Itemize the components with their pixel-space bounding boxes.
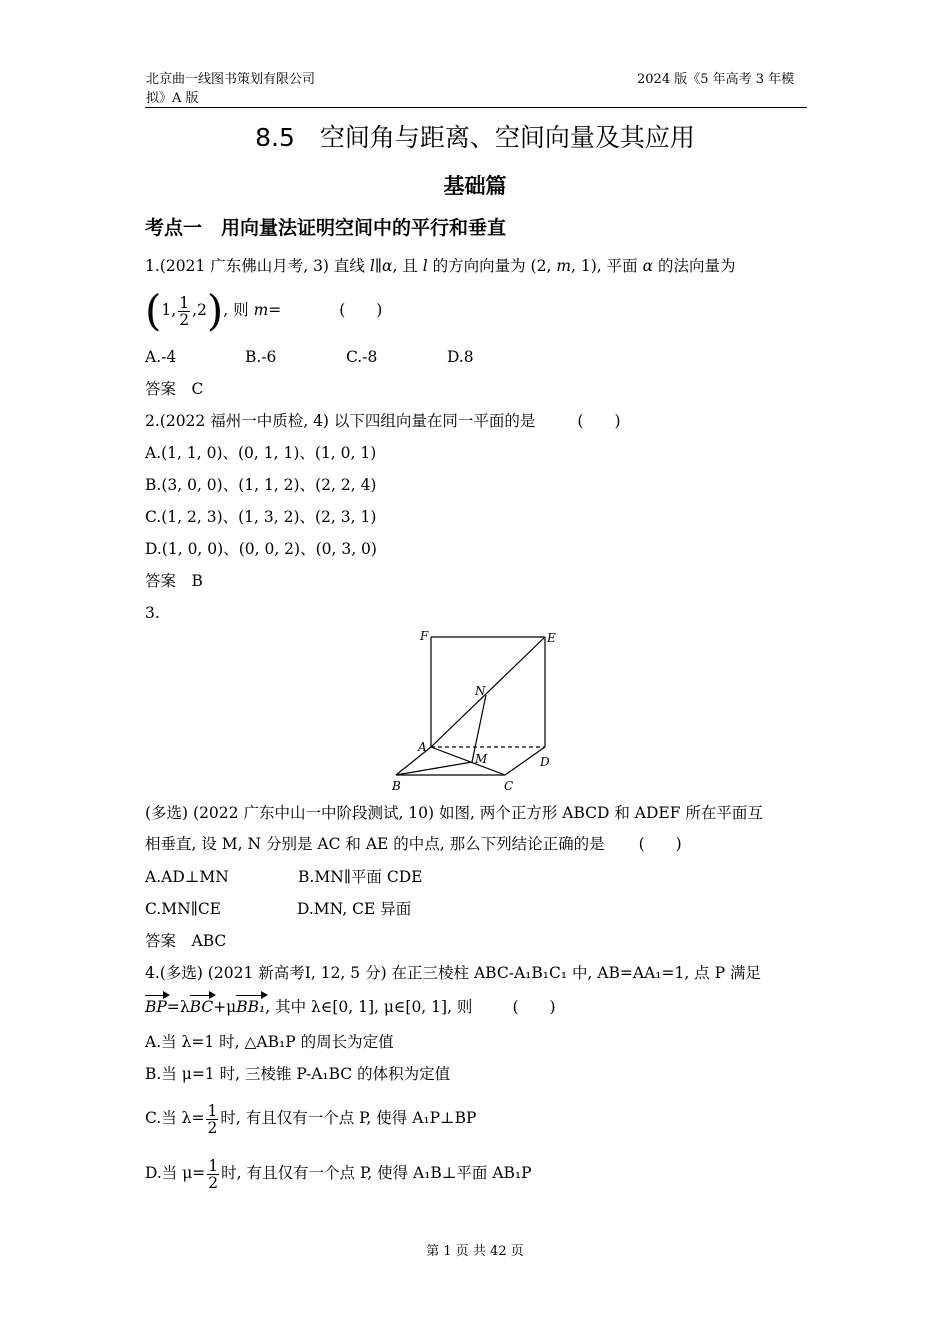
- q3-option-a: A.AD⊥MN: [145, 868, 229, 886]
- q4-blank: ( ): [512, 998, 556, 1016]
- label-E: E: [547, 631, 556, 645]
- q1-option-d: D.8: [447, 348, 474, 366]
- q3-answer: 答案 ABC: [145, 932, 227, 950]
- q3-blank: ( ): [638, 835, 682, 853]
- page-footer: 第 1 页 共 42 页: [426, 1244, 524, 1259]
- header-right: [637, 70, 807, 89]
- q4-stem-line1: 4.(多选) (2021 新高考Ⅰ, 12, 5 分) 在正三棱柱 ABC-A₁B₁C₁ 中, AB=AA₁=1, 点 P 满足: [145, 964, 761, 982]
- q2-option-a: A.(1, 1, 0)、(0, 1, 1)、(1, 0, 1): [145, 444, 377, 462]
- header-publisher-cont: 拟》A 版: [146, 91, 199, 106]
- header-publisher: 北京曲一线图书策划有限公司: [146, 72, 316, 87]
- q3-stem-line1: (多选) (2022 广东中山一中阶段测试, 10) 如图, 两个正方形 ABCD 和 ADEF 所在平面互: [145, 804, 763, 822]
- q1-options: [145, 346, 474, 368]
- q4-stem-line2: BP=λBC+μBB₁, 其中 λ∈[0, 1], μ∈[0, 1], 则 ( ): [145, 998, 556, 1016]
- q1-answer: 答案 C: [145, 380, 204, 398]
- q2-stem: 2.(2022 福州一中质检, 4) 以下四组向量在同一平面的是 ( ): [145, 412, 621, 430]
- q4-option-b: B.当 μ=1 时, 三棱锥 P-A₁BC 的体积为定值: [145, 1065, 451, 1083]
- q1-option-b: B.-6: [245, 348, 277, 366]
- q1-option-a: A.-4: [145, 348, 177, 366]
- q3-option-c: C.MN∥CE: [145, 900, 222, 918]
- edge-BM: [396, 762, 472, 775]
- edge-AE: [431, 637, 545, 747]
- q1-option-c: C.-8: [346, 348, 378, 366]
- q3-option-b: B.MN∥平面 CDE: [298, 868, 423, 886]
- q4-option-d: D.当 μ= $\frac{1}{2}$ 时, 有且仅有一个点 P, 使得 A₁B⊥平面 AB₁P: [145, 1156, 532, 1192]
- q3-options-row1: [145, 866, 422, 888]
- q4-option-d-fraction: $\frac{1}{2}$: [208, 1156, 219, 1192]
- label-A: A: [418, 740, 427, 754]
- label-C: C: [504, 779, 514, 793]
- section-title: 考点一 用向量法证明空间中的平行和垂直: [145, 217, 507, 239]
- q1-blank: ( ): [339, 301, 383, 319]
- q3-option-d: D.MN, CE 异面: [297, 900, 412, 918]
- header-edition: 2024 版《5 年高考 3 年模: [637, 72, 795, 87]
- page-title: 8.5 空间角与距离、空间向量及其应用: [255, 123, 695, 152]
- label-D: D: [540, 755, 550, 769]
- q1-normal-vector: (1, $\frac{1}{2}$ ,2), 则 m= ( ): [145, 286, 383, 335]
- geometry-figure: [380, 625, 570, 795]
- edge-AC: [431, 747, 505, 775]
- q3-stem-line2: 相垂直, 设 M, N 分别是 AC 和 AE 的中点, 那么下列结论正确的是 ( ): [145, 835, 682, 853]
- page-subtitle: 基础篇: [443, 174, 507, 198]
- q4-option-c: C.当 λ= $\frac{1}{2}$ 时, 有且仅有一个点 P, 使得 A₁P⊥BP: [145, 1101, 477, 1137]
- label-F: F: [420, 629, 429, 643]
- vector-bb1: BB₁: [236, 998, 266, 1016]
- q2-option-b: B.(3, 0, 0)、(1, 1, 2)、(2, 2, 4): [145, 476, 377, 494]
- vector-bp: BP: [145, 998, 167, 1016]
- q1-fraction: $\frac{1}{2}$: [179, 293, 190, 329]
- q3-number: 3.: [145, 604, 160, 622]
- q2-option-d: D.(1, 0, 0)、(0, 0, 2)、(0, 3, 0): [145, 540, 377, 558]
- q2-option-c: C.(1, 2, 3)、(1, 3, 2)、(2, 3, 1): [145, 508, 377, 526]
- vector-bc: BC: [189, 998, 214, 1016]
- q2-answer: 答案 B: [145, 572, 203, 590]
- header-left: [146, 70, 346, 108]
- label-B: B: [392, 779, 401, 793]
- q2-blank: ( ): [577, 412, 621, 430]
- q3-options-row2: [145, 898, 411, 920]
- label-M: M: [475, 752, 488, 766]
- q4-option-c-fraction: $\frac{1}{2}$: [207, 1101, 218, 1137]
- q1-stem: 1.(2021 广东佛山月考, 3) 直线 l∥α, 且 l 的方向向量为 (2, m, 1), 平面 α 的法向量为: [145, 257, 736, 275]
- q4-option-a: A.当 λ=1 时, △AB₁P 的周长为定值: [145, 1033, 394, 1051]
- label-N: N: [475, 684, 486, 698]
- header-divider: [145, 107, 807, 108]
- edge-CD: [505, 747, 545, 775]
